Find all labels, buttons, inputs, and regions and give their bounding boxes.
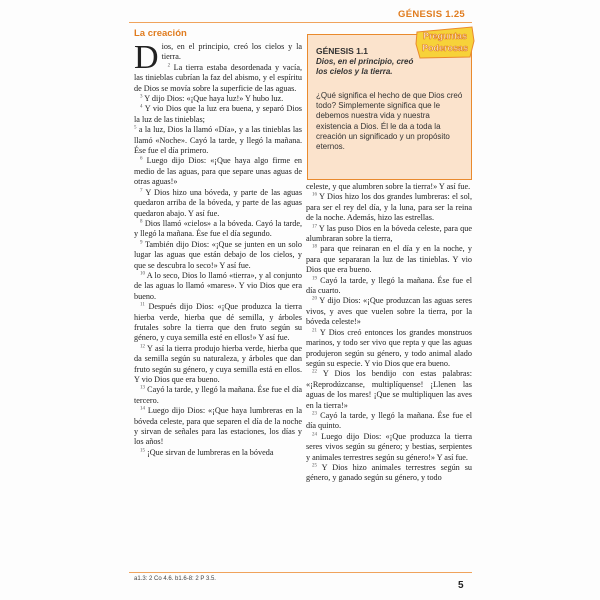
verse-16: $^{16}$ Y Dios hizo los dos grandes lumbreras: el sol, para ser el rey del día, y la luna, para ser la reina de la noche. Además, hizo las estrellas. [306,192,472,223]
verse-15-cont: celeste, y que alumbren sobre la tierra!» Y así fue. [306,182,471,191]
verse-5: $^5$ a la luz, Dios la llamó «Día», y a las tinieblas las llamó «Noche». Cayó la tarde, y llegó la mañana. Ése fue el día primero. [134,125,302,156]
verse-10: $^{10}$ A lo seco, Dios lo llamó «tierra», y al conjunto de las aguas lo llamó «mares». Y vio Dios que era bueno. [134,270,302,301]
svg-text:Poderosas: Poderosas [421,43,469,53]
section-title: La creación [134,28,187,39]
verse-18: $^{18}$ para que reinaran en el día y en la noche, y para que separaran la luz de las tinieblas. Y vio Dios que era bueno. [306,244,472,275]
verse-11: $^{11}$ Después dijo Dios: «¡Que produzca la tierra hierba verde, hierba que dé semilla, y árboles frutales sobre la tierra que den fruto según su género, y cuya semilla esté en ellos!» Y así fue. [134,302,302,343]
svg-text:Preguntas: Preguntas [422,31,468,41]
footer-rule [129,572,472,573]
verse-7: $^7$ Y Dios hizo una bóveda, y parte de las aguas quedaron arriba de la bóveda, y parte de las aguas quedaron abajo. Y así fue. [134,187,303,218]
footnote: a1.3: 2 Co 4.6. b1.6-8: 2 P 3.5. [134,576,216,582]
verse-25: $^{25}$ Y Dios hizo animales terrestres según su género, y ganado según su género, y todo [306,462,472,483]
verse-14: $^{14}$ Luego dijo Dios: «¡Que haya lumbreras en la bóveda celeste, para que separen el día de la noche y sirvan de señales para las estaciones, los días y los años! [134,406,303,447]
preguntas-poderosas-logo [414,24,476,60]
callout-body: ¿Qué significa el hecho de que Dios creó todo? Simplemente significa que le debemos nuestra vida y nuestra existencia a Dios. Él le da a toda la creación un significado y un propósito eternos. [316,91,463,152]
running-head: GÉNESIS 1.25 [398,9,465,20]
verse-1: Dios, en el principio, creó los cielos y la tierra. [134,39,302,76]
verse-8: $^8$ Dios llamó «cielos» a la bóveda. Cayó la tarde, y llegó la mañana. Ése fue el día segundo. [134,218,303,239]
callout-reference: GÉNESIS 1.1 [316,46,368,56]
verse-4: $^4$ Y vio Dios que la luz era buena, y separó Dios la luz de las tinieblas; [134,104,302,124]
verse-6: $^6$ Luego dijo Dios: «¡Que haya algo firme en medio de las aguas, para que separe unas aguas de otras aguas!» [134,156,302,187]
verse-19: $^{19}$ Cayó la tarde, y llegó la mañana. Ése fue el día cuarto. [306,275,472,296]
verse-15: $^{15}$ ¡Que sirvan de lumbreras en la bóveda [140,447,274,457]
verse-12: $^{12}$ Y así la tierra produjo hierba verde, hierba que da semilla según su naturaleza, y árboles que dan fruto según su género, y cuya semilla está en ellos. Y vio Dios que era bueno. [134,343,302,384]
verse-20: $^{20}$ Y dijo Dios: «¡Que produzcan las aguas seres vivos, y aves que vuelen sobre la tierra, por la bóveda celeste!» [306,296,472,327]
verse-2: $^2$ La tierra estaba desordenada y vacía, las tinieblas cubrían la faz del abismo, y el espíritu de Dios se movía sobre la superficie de las aguas. [134,62,302,93]
header-rule [129,22,472,23]
text-column-left [134,39,303,458]
verse-21: $^{21}$ Y Dios creó entonces los grandes monstruos marinos, y todo ser vivo que repta y que las aguas produjeron según su género, y todo animal alado según su especie. Y vio Dios que era bueno. [306,327,472,368]
verse-9: $^9$ También dijo Dios: «¡Que se junten en un solo lugar las aguas que están debajo de los cielos, y que se descubra lo seco!» Y así fue. [134,239,302,270]
drop-cap: D [134,39,159,76]
callout-verse: Dios, en el principio, creó los cielos y la tierra. [316,57,414,76]
verse-24: $^{24}$ Luego dijo Dios: «¡Que produzca la tierra seres vivos según su género; y bestias, serpientes y animales terrestres según su género!» Y así fue. [306,431,472,462]
verse-13: $^{13}$ Cayó la tarde, y llegó la mañana. Ése fue el día tercero. [134,385,302,405]
verse-22: $^{22}$ Y Dios los bendijo con estas palabras: «¡Reprodúzcanse, multiplíquense! ¡Llenen las aguas de los mares! ¡Que se multipliquen las aves en la tierra!» [306,369,472,410]
verse-17: $^{17}$ Y las puso Dios en la bóveda celeste, para que alumbraran sobre la tierra, [306,223,472,244]
page-number: 5 [458,580,464,591]
verse-23: $^{23}$ Cayó la tarde, y llegó la mañana. Ése fue el día quinto. [306,410,472,431]
verse-3: $^3$ Y dijo Dios: «¡Que haya luz!» Y hubo luz. [140,94,284,104]
text-column-right [306,182,472,484]
